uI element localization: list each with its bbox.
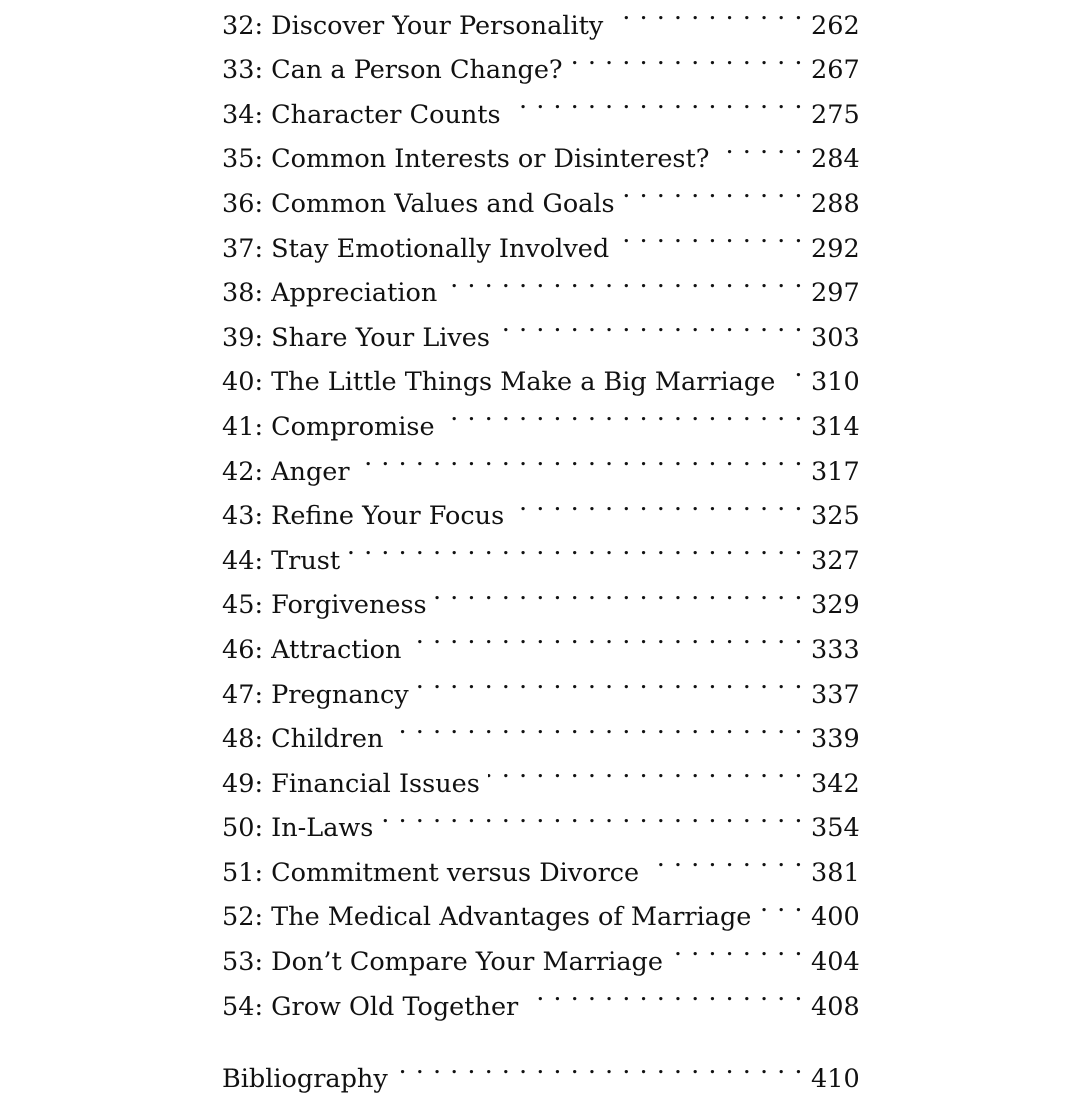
dot-leader [417,658,803,703]
bibliography-title: Bibliography [222,1064,388,1095]
dot-leader [647,836,803,881]
page-number: 337 [811,679,860,710]
chapter-title: 49: Financial Issues [222,768,480,799]
dot-leader [445,257,803,302]
page-number: 284 [811,144,860,175]
dot-leader [488,747,803,792]
dot-leader [348,524,803,569]
page-number: 325 [811,501,860,532]
page-number: 400 [811,902,860,933]
chapter-title: 40: The Little Things Make a Big Marriage [222,367,776,398]
page-number: 410 [811,1064,860,1095]
chapter-title: 39: Share Your Lives [222,322,490,353]
dot-leader [443,390,803,435]
chapter-title: 53: Don’t Compare Your Marriage [222,947,663,978]
dot-leader [571,34,803,79]
chapter-title: 48: Children [222,724,384,755]
page-number: 275 [811,99,860,130]
page-number: 408 [811,991,860,1022]
dot-leader [498,301,803,346]
page-number: 404 [811,947,860,978]
dot-leader [783,346,803,391]
dot-leader [617,212,803,257]
page-number: 288 [811,188,860,219]
dot-leader [526,970,803,1015]
page-number: 327 [811,545,860,576]
page-number: 310 [811,367,860,398]
page-number: 339 [811,724,860,755]
dot-leader [391,703,803,748]
chapter-title: 33: Can a Person Change? [222,55,563,86]
page-number: 317 [811,456,860,487]
chapter-title: 52: The Medical Advantages of Marriage [222,902,752,933]
page-number: 297 [811,278,860,309]
chapter-title: 44: Trust [222,545,341,576]
dot-leader [358,435,803,480]
chapter-title: 50: In-Laws [222,813,374,844]
dot-leader [759,881,803,926]
chapter-title: 35: Common Interests or Disinterest? [222,144,710,175]
chapter-title: 51: Commitment versus Divorce [222,857,640,888]
chapter-title: 45: Forgiveness [222,590,427,621]
chapter-title: 42: Anger [222,456,350,487]
chapter-title: 34: Character Counts [222,99,501,130]
dot-leader [381,792,803,837]
chapter-title: 47: Pregnancy [222,679,409,710]
chapter-title: 54: Grow Old Together [222,991,519,1022]
page-number: 303 [811,322,860,353]
dot-leader [435,569,803,614]
toc-entry-bibliography [222,1043,860,1095]
dot-leader [671,925,803,970]
dot-leader [623,167,803,212]
dot-leader [509,78,803,123]
dot-leader [611,0,803,34]
chapter-title: 37: Stay Emotionally Involved [222,233,610,264]
page-number: 262 [811,10,860,41]
dot-leader [409,613,803,658]
dot-leader [717,123,803,168]
chapter-title: 41: Compromise [222,411,435,442]
page-number: 267 [811,55,860,86]
page-number: 342 [811,768,860,799]
page-number: 381 [811,857,860,888]
chapter-title: 36: Common Values and Goals [222,188,615,219]
dot-leader [512,480,803,525]
chapter-title: 43: Refine Your Focus [222,501,505,532]
chapter-title: 46: Attraction [222,634,402,665]
page-number: 314 [811,411,860,442]
chapter-title: 38: Appreciation [222,278,438,309]
toc-entry [222,0,860,41]
page-number: 329 [811,590,860,621]
dot-leader [396,1043,803,1088]
page-number: 292 [811,233,860,264]
page-number: 333 [811,634,860,665]
chapter-title: 32: Discover Your Personality [222,10,604,41]
page-number: 354 [811,813,860,844]
table-of-contents [222,0,860,1095]
